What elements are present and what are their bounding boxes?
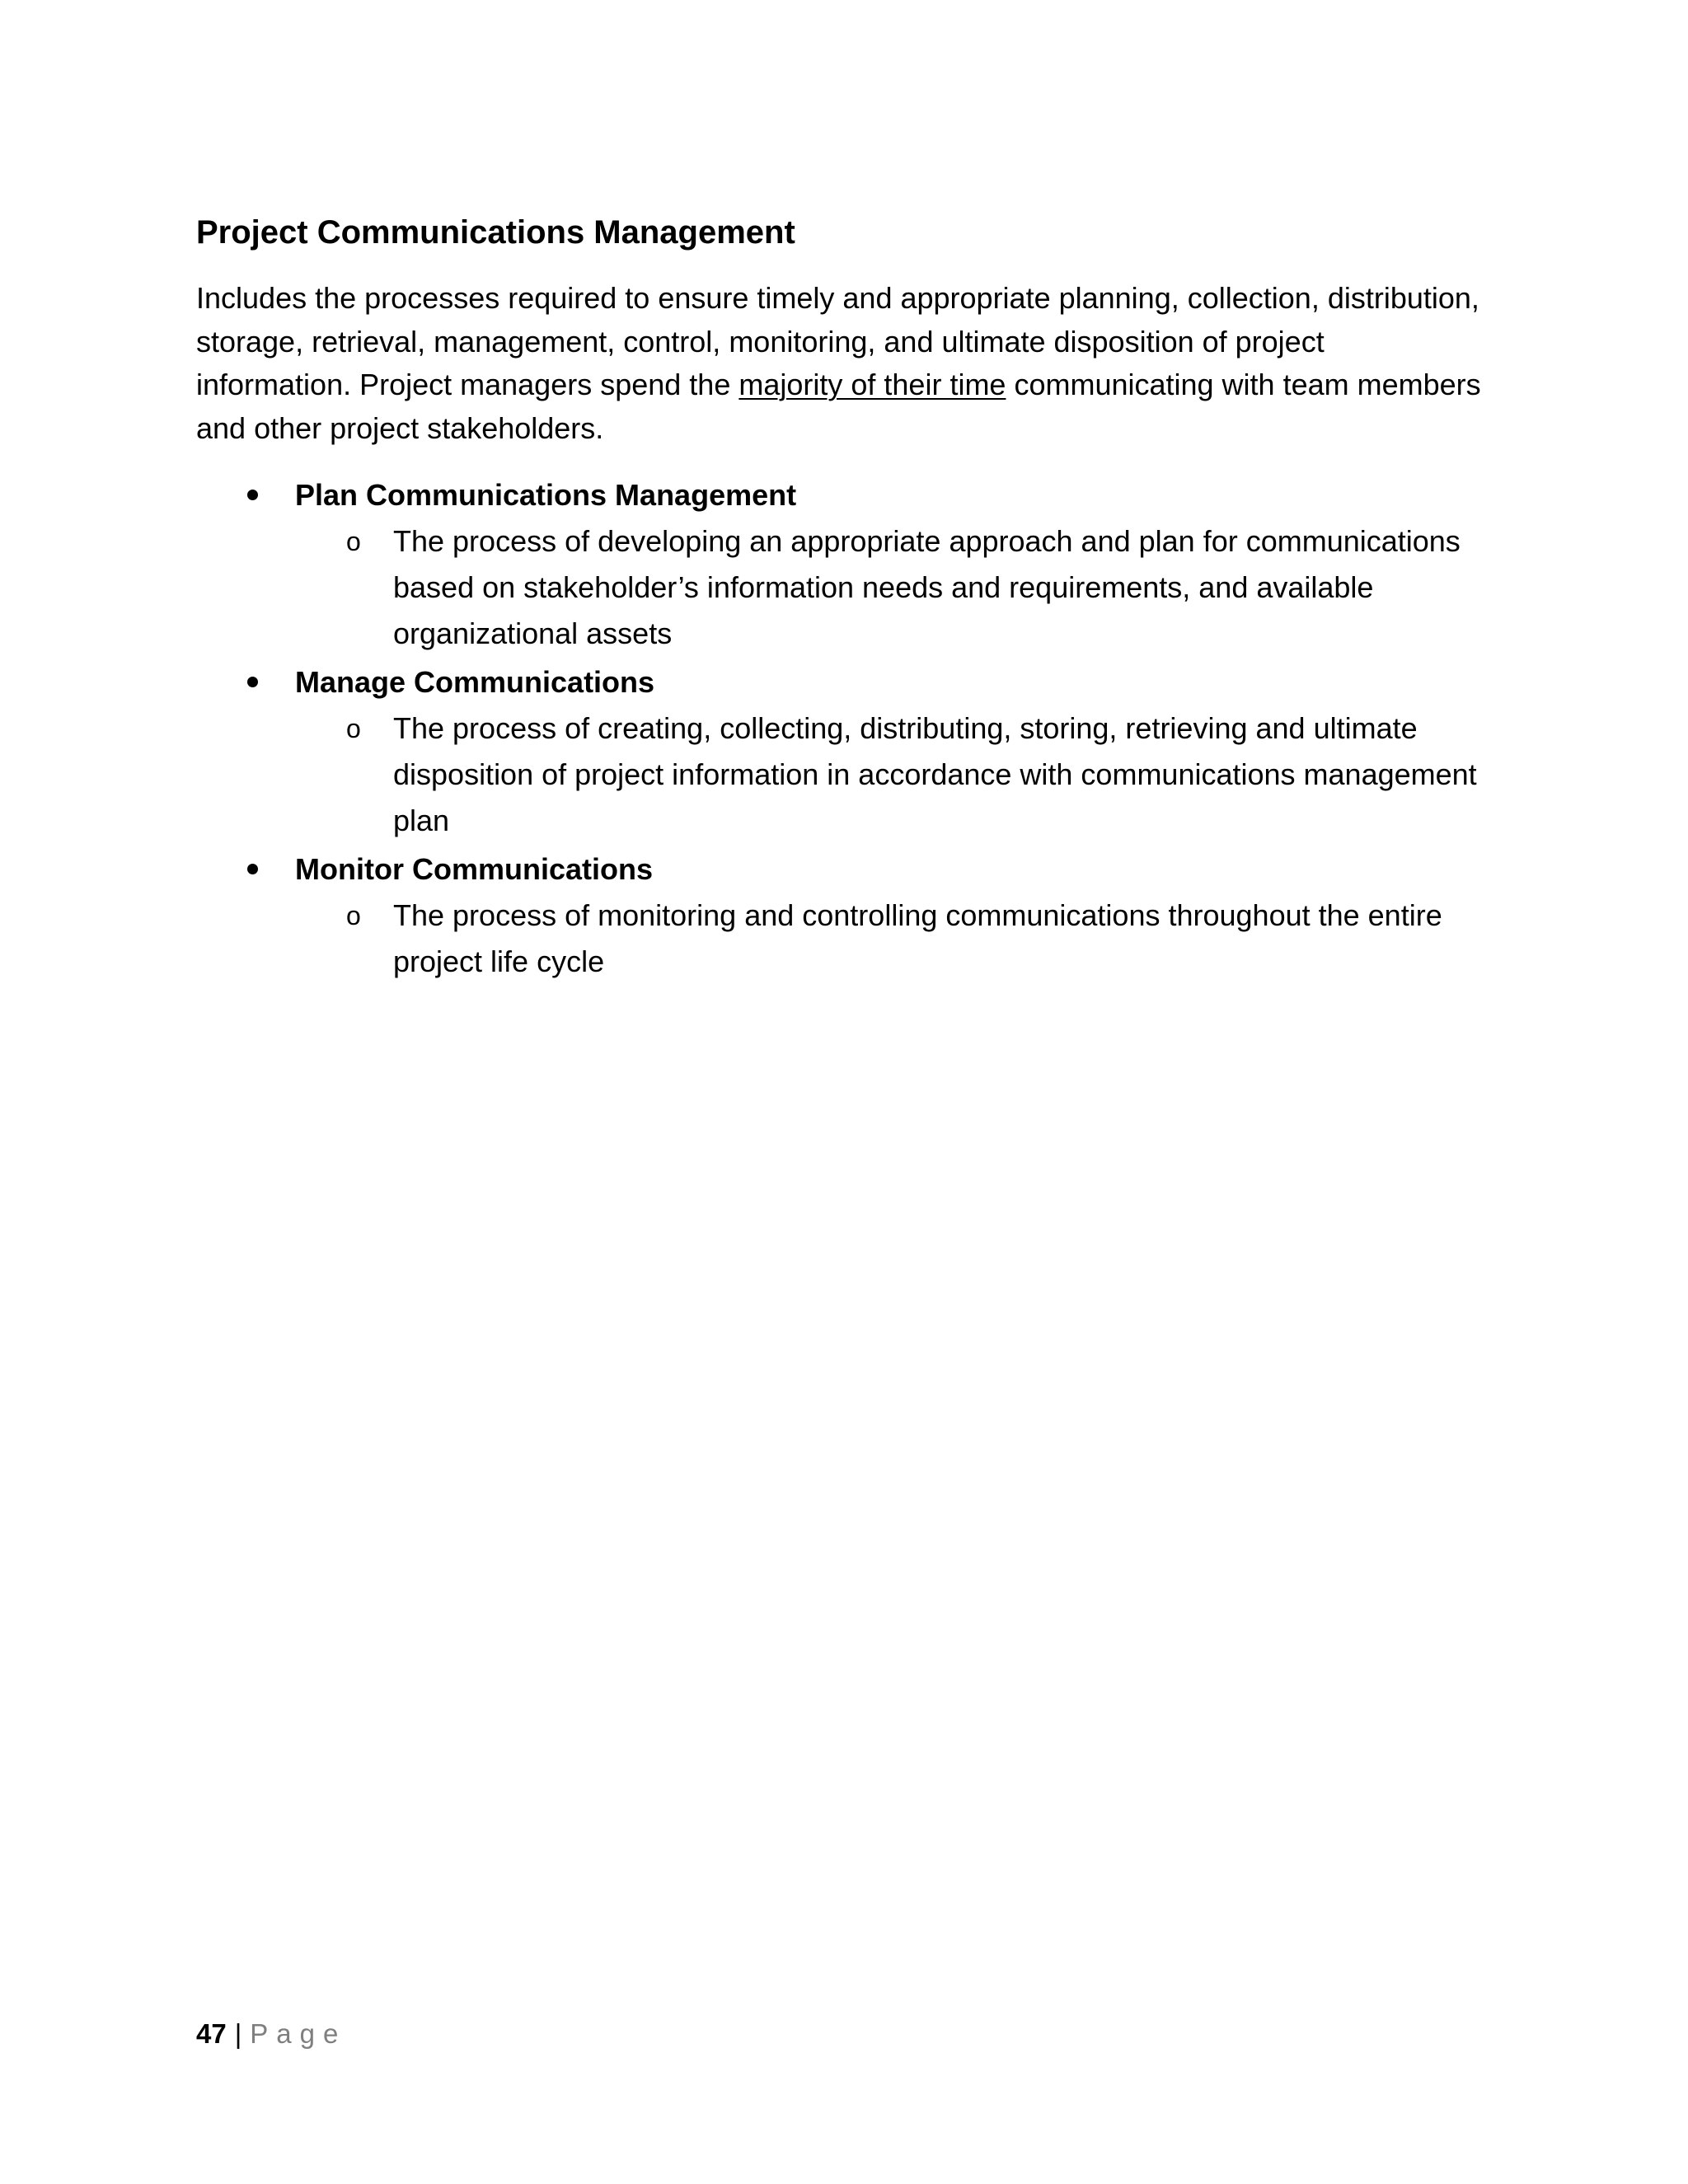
process-description: The process of developing an appropriate approach and plan for communications based on stakeholder’s information needs and requirements, and available organizational assets: [393, 524, 1461, 650]
process-name: Monitor Communications: [295, 852, 653, 886]
bullet-icon: [247, 677, 258, 687]
process-description-item: [295, 893, 1531, 985]
page-footer: [196, 2013, 346, 2055]
process-name: Plan Communications Management: [295, 478, 797, 512]
process-sub-list: [295, 518, 1531, 657]
bullet-icon: [247, 864, 258, 874]
intro-text-end: communicating with team members and other project stakeholders.: [196, 368, 1481, 445]
process-name: Manage Communications: [295, 665, 655, 699]
circle-bullet-icon: o: [346, 901, 361, 930]
process-sub-list: [295, 705, 1531, 844]
process-item: [196, 846, 1531, 985]
intro-text-start: Includes the processes required to ensure timely and appropriate planning, collection, distribution, storage, retrieval, management, control, monitoring, and ultimate disposition of project information. Project managers spend the: [196, 281, 1479, 401]
process-description: The process of creating, collecting, distributing, storing, retrieving and ultimate disposition of project information in accordance with communications management plan: [393, 711, 1477, 837]
footer-separator: |: [234, 2018, 242, 2049]
process-description-item: [295, 518, 1531, 657]
process-sub-list: [295, 893, 1531, 985]
process-description: The process of monitoring and controlling communications throughout the entire project life cycle: [393, 898, 1442, 978]
process-item: [196, 472, 1531, 657]
page-number: 47: [196, 2018, 227, 2049]
circle-bullet-icon: o: [346, 527, 361, 556]
bullet-icon: [247, 490, 258, 500]
process-item: [196, 659, 1531, 844]
underlined-phrase: majority of their time: [738, 368, 1006, 401]
section-heading: Project Communications Management: [196, 214, 795, 251]
circle-bullet-icon: o: [346, 714, 361, 743]
process-description-item: [295, 705, 1531, 844]
intro-paragraph: [196, 277, 1482, 450]
page-label: Page: [250, 2018, 347, 2049]
process-list: [196, 472, 1531, 987]
